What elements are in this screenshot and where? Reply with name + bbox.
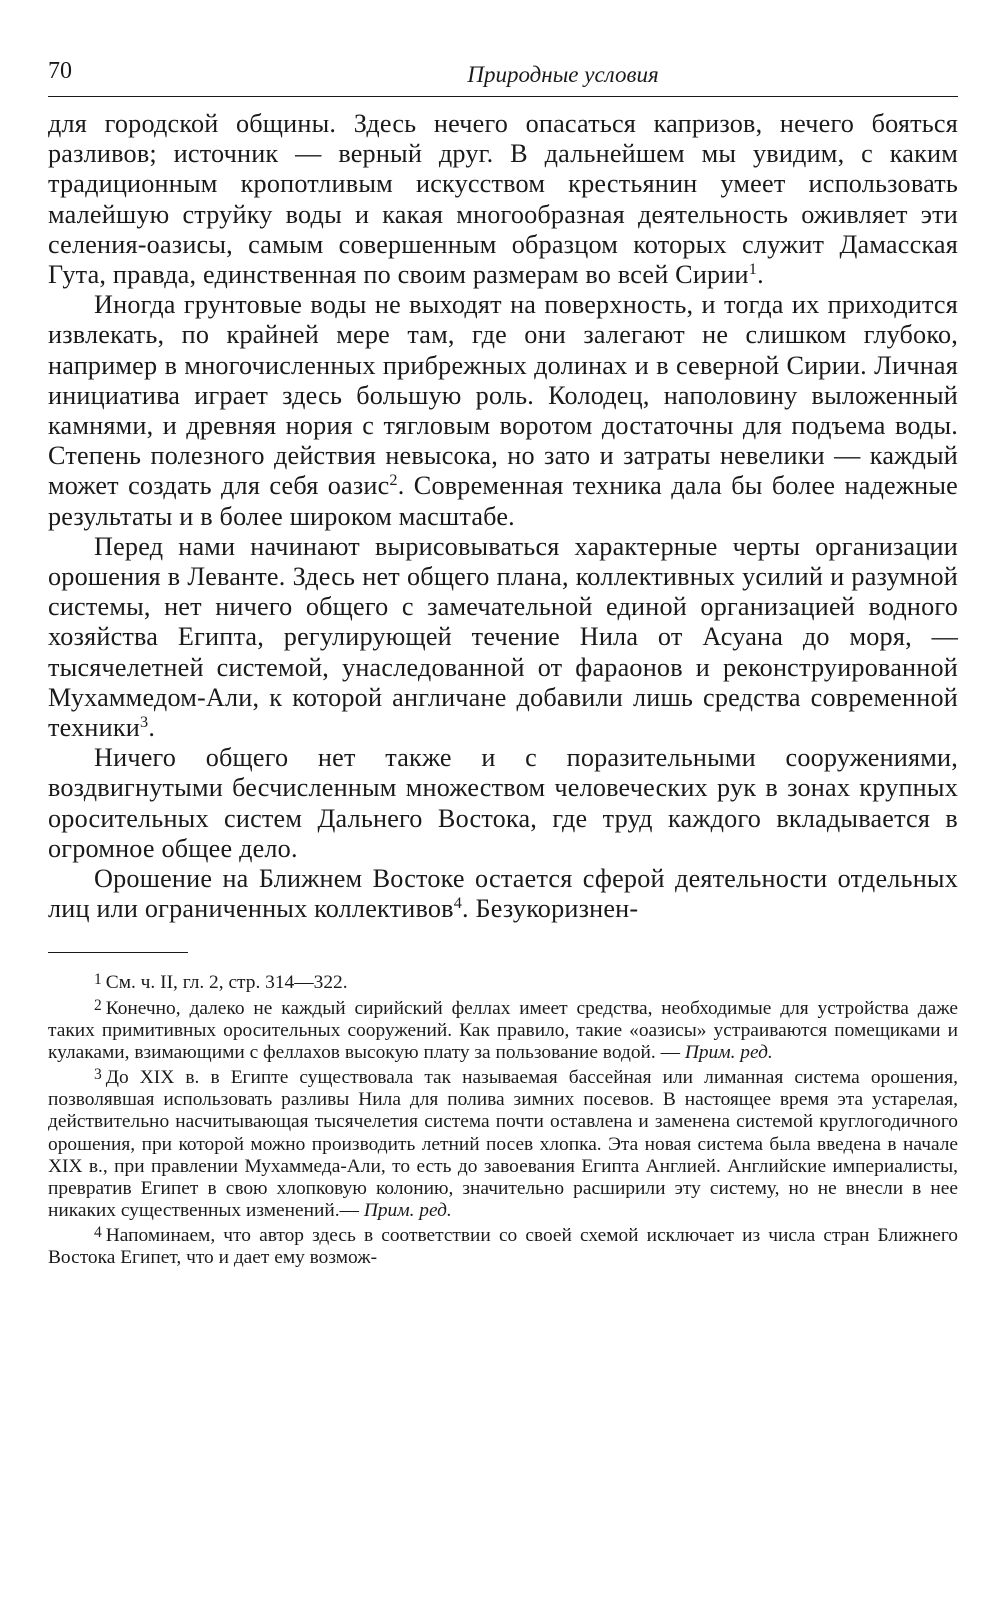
footnote-3-text: До XIX в. в Египте существовала так называемая бассейная или лиманная система орошения, позволявшая использовать разливы Нила для полива зимних посевов. В настоящее время эта устарелая, действительно насчитывающая тысячелетия система почти оставлена и заменена системой круглогодичного орошения, при которой можно производить летний посев хлопка. Эта новая система была введена в начале XIX в., при правлении Мухаммеда-Али, то есть до завоевания Египта Англией. Английские империалисты, превратив Египет в свою хлопковую колонию, значительно расширили эту систему, но не внесли в нее никаких существенных изменений.— [48, 1066, 958, 1222]
footnote-ref-4: 4 [453, 894, 463, 913]
paragraph-2 [48, 290, 958, 532]
footnote-4-text: Напоминаем, что автор здесь в соответствии со своей схемой исключает из числа стран Ближнего Востока Египет, что и дает ему возмож- [48, 1225, 958, 1269]
paragraph-5-text: Орошение на Ближнем Востоке остается сферой деятельности отдельных лиц или ограниченных коллективов [48, 864, 958, 924]
footnote-2 [48, 995, 958, 1064]
footnote-ref-2: 2 [389, 471, 398, 490]
footnote-4-mark: 4 [94, 1224, 102, 1242]
footnote-1-text: См. ч. II, гл. 2, стр. 314—322. [105, 972, 348, 994]
footnote-2-text: Конечно, далеко не каждый сирийский феллах имеет средства, необходимые для устройства даже таких примитивных оросительных сооружений. Как правило, такие «оазисы» устраиваются помещиками и кулаками, взимающими с феллахов высокую плату за пользование водой. — [48, 997, 958, 1063]
main-text [48, 109, 958, 924]
paragraph-2-end: . Современная техника дала бы более надежные результаты и в более широком масштабе. [48, 471, 958, 531]
footnote-1-mark: 1 [94, 971, 102, 989]
page-number: 70 [48, 58, 72, 84]
paragraph-2-text: Иногда грунтовые воды не выходят на поверхность, и тогда их приходится извлекать, по крайней мере там, где они залегают не слишком глубоко, например в многочисленных прибрежных долинах и в северной Сирии. Личная инициатива играет здесь большую роль. Колодец, наполовину выложенный камнями, и древняя нория с тягловым воротом достаточны для подъема воды. Степень полезного действия невысока, но зато и затраты невелики — каждый может создать для себя оазис [48, 290, 958, 501]
paragraph-5 [48, 864, 958, 924]
footnote-3 [48, 1064, 958, 1222]
paragraph-5-end: . Безукоризнен- [462, 894, 639, 924]
footnote-3-mark: 3 [94, 1066, 102, 1084]
running-header [48, 56, 958, 97]
paragraph-1-end: . [757, 260, 764, 290]
paragraph-4-text: Ничего общего нет также и с поразительными сооружениями, воздвигнутыми бесчисленным множеством человеческих рук в зонах крупных оросительных систем Дальнего Востока, где труд каждого вкладывается в огромное общее дело. [48, 743, 958, 863]
footnote-3-editor-note: Прим. ред. [363, 1200, 452, 1222]
footnote-ref-1: 1 [748, 260, 758, 279]
paragraph-4 [48, 743, 958, 864]
footnote-2-mark: 2 [94, 996, 102, 1014]
paragraph-3-text: Перед нами начинают вырисовываться характерные черты организации орошения в Леванте. Здесь нет общего плана, коллективных усилий и разумной системы, нет ничего общего с замечательной единой организацией водного хозяйства Египта, регулирующей течение Нила от Асуана до моря, — тысячелетней системой, унаследованной от фараонов и реконструированной Мухаммедом-Али, к которой англичане добавили лишь средства современной техники [48, 531, 958, 743]
paragraph-3-end: . [148, 713, 156, 743]
footnote-ref-3: 3 [139, 713, 149, 732]
footnote-2-editor-note: Прим. ред. [684, 1041, 773, 1063]
footnote-1 [48, 969, 958, 994]
footnotes [48, 969, 958, 1269]
footnote-separator [48, 952, 188, 953]
paragraph-1 [48, 109, 958, 290]
paragraph-1-text: для городской общины. Здесь нечего опасаться капризов, нечего бояться разливов; источник — верный друг. В дальнейшем мы увидим, с каким традиционным кропотливым искусством крестьянин умеет использовать малейшую струйку воды и какая многообразная деятельность оживляет эти селения-оазисы, самым совершенным образцом которых служит Дамасская Гута, правда, единственная по своим размерам во всей Сирии [48, 109, 958, 290]
running-title: Природные условия [467, 62, 659, 87]
paragraph-3 [48, 532, 958, 743]
book-page [48, 56, 958, 1270]
footnote-4 [48, 1222, 958, 1269]
